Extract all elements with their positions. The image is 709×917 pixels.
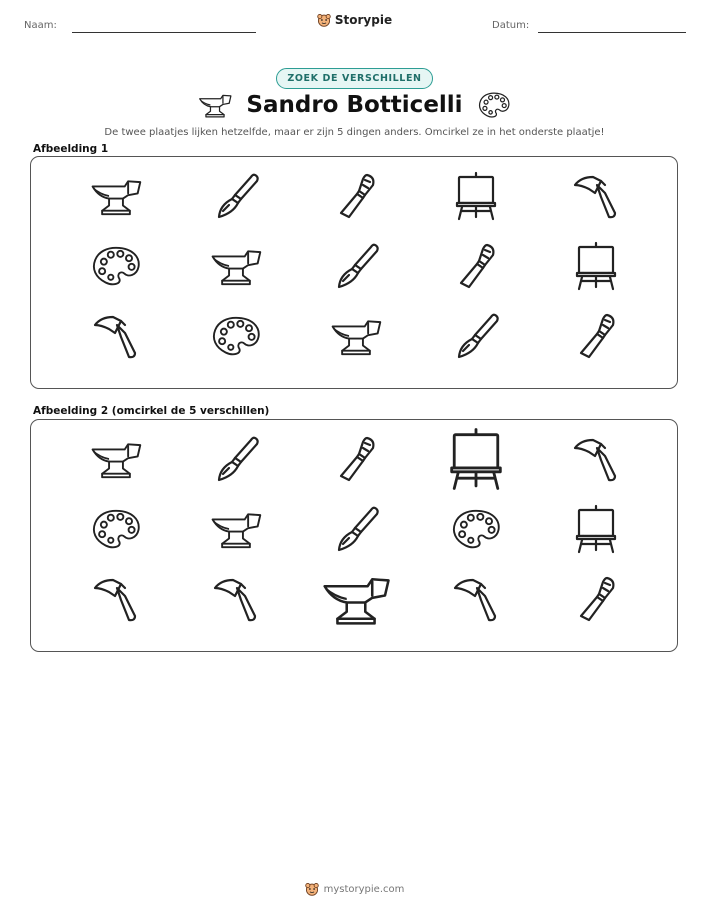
paintbrush-icon[interactable] bbox=[330, 504, 382, 554]
palette-icon[interactable] bbox=[450, 504, 502, 554]
anvil-icon bbox=[90, 171, 142, 221]
chisel-icon bbox=[450, 241, 502, 291]
picture-2-label: Afbeelding 2 (omcirkel de 5 verschillen) bbox=[33, 405, 270, 417]
page-title: Sandro Botticelli bbox=[246, 92, 463, 118]
palette-icon bbox=[477, 90, 511, 120]
anvil-icon bbox=[198, 90, 232, 120]
easel-icon[interactable] bbox=[570, 504, 622, 554]
mascot-icon bbox=[305, 882, 319, 896]
date-label: Datum: bbox=[492, 20, 530, 31]
palette-icon bbox=[210, 311, 262, 361]
easel-icon bbox=[570, 241, 622, 291]
picture-1-label: Afbeelding 1 bbox=[33, 143, 109, 155]
picture-1-panel bbox=[30, 156, 678, 389]
anvil-icon[interactable] bbox=[319, 570, 393, 628]
hammer-icon[interactable] bbox=[570, 434, 622, 484]
hammer-icon[interactable] bbox=[210, 574, 262, 624]
palette-icon bbox=[90, 241, 142, 291]
hammer-icon bbox=[570, 171, 622, 221]
chisel-icon bbox=[330, 171, 382, 221]
brand-name: Storypie bbox=[334, 13, 393, 27]
chisel-icon[interactable] bbox=[570, 574, 622, 624]
instructions: De twee plaatjes lijken hetzelfde, maar er zijn 5 dingen anders. Omcirkel ze in het onderste plaatje! bbox=[104, 127, 605, 138]
anvil-icon bbox=[330, 311, 382, 361]
paintbrush-icon bbox=[210, 171, 262, 221]
anvil-icon[interactable] bbox=[210, 504, 262, 554]
anvil-icon[interactable] bbox=[90, 434, 142, 484]
anvil-icon bbox=[210, 241, 262, 291]
chisel-icon bbox=[570, 311, 622, 361]
brand-logo bbox=[0, 12, 709, 31]
activity-badge: ZOEK DE VERSCHILLEN bbox=[276, 68, 432, 89]
hammer-icon bbox=[90, 311, 142, 361]
footer-url: mystorypie.com bbox=[323, 883, 405, 895]
picture-2-panel[interactable] bbox=[30, 419, 678, 652]
hammer-icon[interactable] bbox=[90, 574, 142, 624]
paintbrush-icon bbox=[450, 311, 502, 361]
footer bbox=[0, 881, 709, 900]
name-label: Naam: bbox=[24, 20, 57, 31]
paintbrush-icon[interactable] bbox=[210, 434, 262, 484]
mascot-icon bbox=[317, 13, 331, 27]
paintbrush-icon bbox=[330, 241, 382, 291]
hammer-icon[interactable] bbox=[450, 574, 502, 624]
palette-icon[interactable] bbox=[90, 504, 142, 554]
name-field[interactable] bbox=[72, 32, 256, 33]
chisel-icon[interactable] bbox=[330, 434, 382, 484]
easel-icon[interactable] bbox=[444, 426, 508, 492]
easel-icon bbox=[450, 171, 502, 221]
date-field[interactable] bbox=[538, 32, 686, 33]
